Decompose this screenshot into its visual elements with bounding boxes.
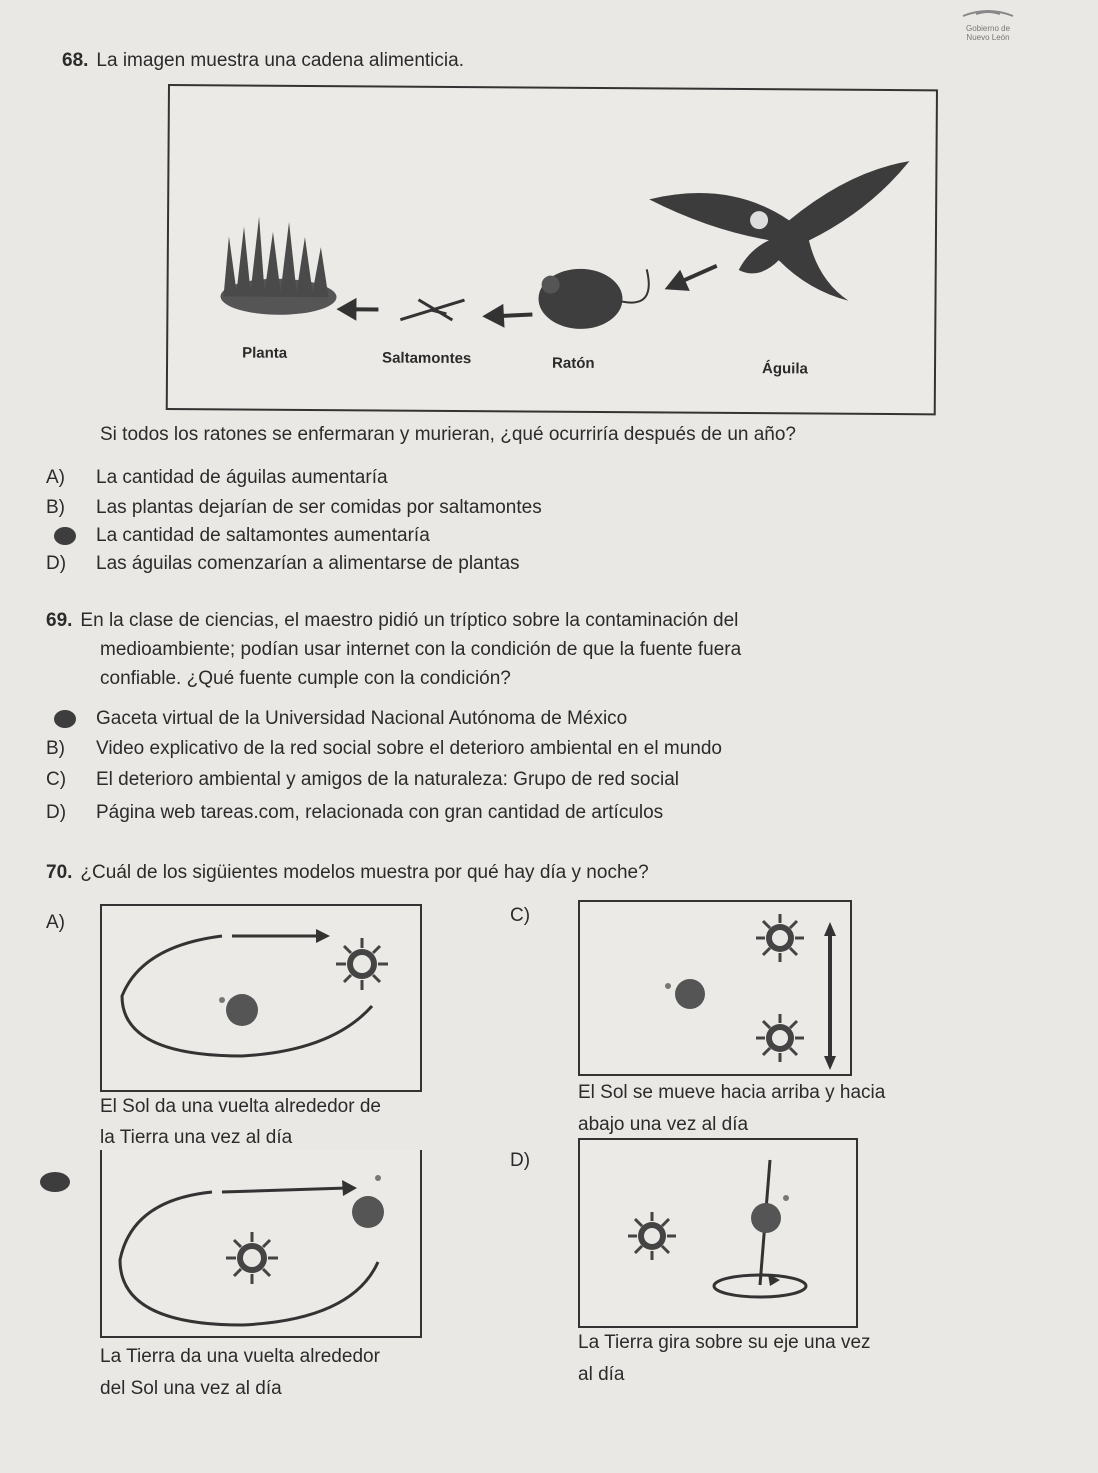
q69-heading	[46, 610, 738, 632]
option-text: Gaceta virtual de la Universidad Nacional Autónoma de México	[96, 708, 628, 729]
q70-option-c-model[interactable]	[578, 900, 852, 1076]
selected-answer-mark	[54, 527, 76, 545]
plant-icon	[220, 216, 337, 315]
sun-icon	[756, 914, 804, 962]
earth-icon	[219, 994, 258, 1026]
q70-option-a-letter[interactable]: A)	[46, 912, 65, 933]
sun-icon	[336, 938, 388, 990]
selected-answer-mark	[54, 710, 76, 728]
earth-rotates-axis-diagram	[580, 1140, 856, 1326]
q70-option-b-selected-mark[interactable]	[40, 1172, 70, 1192]
option-letter: B)	[46, 738, 65, 759]
q70-option-c-caption-line2: abajo una vez al día	[578, 1114, 749, 1135]
chain-label-mouse: Ratón	[552, 354, 595, 372]
arrow-icon	[340, 263, 716, 326]
option-letter: C)	[46, 769, 67, 790]
option-letter: B)	[46, 497, 65, 518]
option-text: Página web tareas.com, relacionada con gran cantidad de artículos	[96, 802, 664, 823]
q68-number: 68.	[62, 50, 89, 71]
q70-number: 70.	[46, 862, 73, 883]
option-text: La cantidad de águilas aumentaría	[96, 467, 388, 488]
option-text: El deterioro ambiental y amigos de la naturaleza: Grupo de red social	[96, 769, 679, 790]
q70-option-b-model[interactable]	[100, 1150, 422, 1338]
q69-option-a[interactable]	[46, 708, 627, 730]
q68-prompt: La imagen muestra una cadena alimenticia.	[96, 50, 464, 71]
q69-option-d[interactable]	[46, 802, 663, 824]
q69-option-c[interactable]	[46, 769, 679, 791]
sun-moves-up-down-diagram	[580, 902, 850, 1074]
earth-icon	[352, 1175, 384, 1228]
food-chain-figure	[166, 84, 938, 415]
sun-icon	[628, 1212, 676, 1260]
grasshopper-icon	[400, 300, 464, 320]
q69-number: 69.	[46, 610, 73, 631]
option-text: Las águilas comenzarían a alimentarse de plantas	[96, 553, 520, 574]
q70-option-d-model[interactable]	[578, 1138, 858, 1328]
q68-option-b[interactable]	[46, 497, 542, 519]
q69-option-b[interactable]	[46, 738, 722, 760]
q70-option-c-letter[interactable]: C)	[510, 905, 531, 926]
option-letter: A)	[46, 467, 65, 488]
q70-option-b-caption-line2: del Sol una vez al día	[100, 1378, 282, 1399]
q70-option-c-caption-line1: El Sol se mueve hacia arriba y hacia	[578, 1082, 886, 1103]
option-letter: D)	[46, 553, 67, 574]
option-text: Video explicativo de la red social sobre el deterioro ambiental en el mundo	[96, 738, 722, 759]
chain-label-eagle: Águila	[761, 360, 808, 378]
q69-prompt-line3: confiable. ¿Qué fuente cumple con la condición?	[100, 668, 511, 689]
mouse-icon	[538, 269, 649, 330]
q70-option-a-model[interactable]	[100, 904, 422, 1092]
q70-option-a-caption-line1: El Sol da una vuelta alrededor de	[100, 1096, 381, 1117]
q69-prompt-line1: En la clase de ciencias, el maestro pidió un tríptico sobre la contaminación del	[80, 610, 739, 631]
q68-option-d[interactable]	[46, 553, 520, 575]
sun-icon	[226, 1232, 278, 1284]
earth-orbits-sun-diagram	[102, 1150, 420, 1336]
q68-heading	[62, 50, 464, 72]
q70-option-d-caption-line1: La Tierra gira sobre su eje una vez	[578, 1332, 871, 1353]
logo-line2: Nuevo León	[966, 33, 1010, 42]
earth-icon	[665, 979, 705, 1009]
q70-option-d-caption-line2: al día	[578, 1364, 625, 1385]
q70-option-a-caption-line2: la Tierra una vez al día	[100, 1127, 293, 1148]
government-logo	[938, 4, 1038, 42]
option-text: Las plantas dejarían de ser comidas por saltamontes	[96, 497, 542, 518]
option-text: La cantidad de saltamontes aumentaría	[96, 525, 430, 546]
chain-label-grasshopper: Saltamontes	[382, 349, 472, 368]
sun-icon	[756, 1014, 804, 1062]
earth-icon	[751, 1195, 789, 1233]
q70-option-b-caption-line1: La Tierra da una vuelta alrededor	[100, 1346, 380, 1367]
q68-option-c[interactable]	[46, 525, 430, 547]
q68-question: Si todos los ratones se enfermaran y murieran, ¿qué ocurriría después de un año?	[100, 424, 796, 445]
q69-prompt-line2: medioambiente; podían usar internet con la condición de que la fuente fuera	[100, 639, 742, 660]
logo-emblem-icon	[958, 4, 1018, 22]
q68-option-a[interactable]	[46, 467, 388, 489]
option-letter: D)	[46, 802, 67, 823]
q70-heading	[46, 862, 649, 884]
q70-prompt: ¿Cuál de los sigüientes modelos muestra por qué hay día y noche?	[80, 862, 649, 883]
chain-label-plant: Planta	[242, 344, 288, 362]
q70-option-d-letter[interactable]: D)	[510, 1150, 531, 1171]
logo-line1: Gobierno de	[965, 24, 1011, 33]
sun-orbits-earth-diagram	[102, 906, 420, 1090]
